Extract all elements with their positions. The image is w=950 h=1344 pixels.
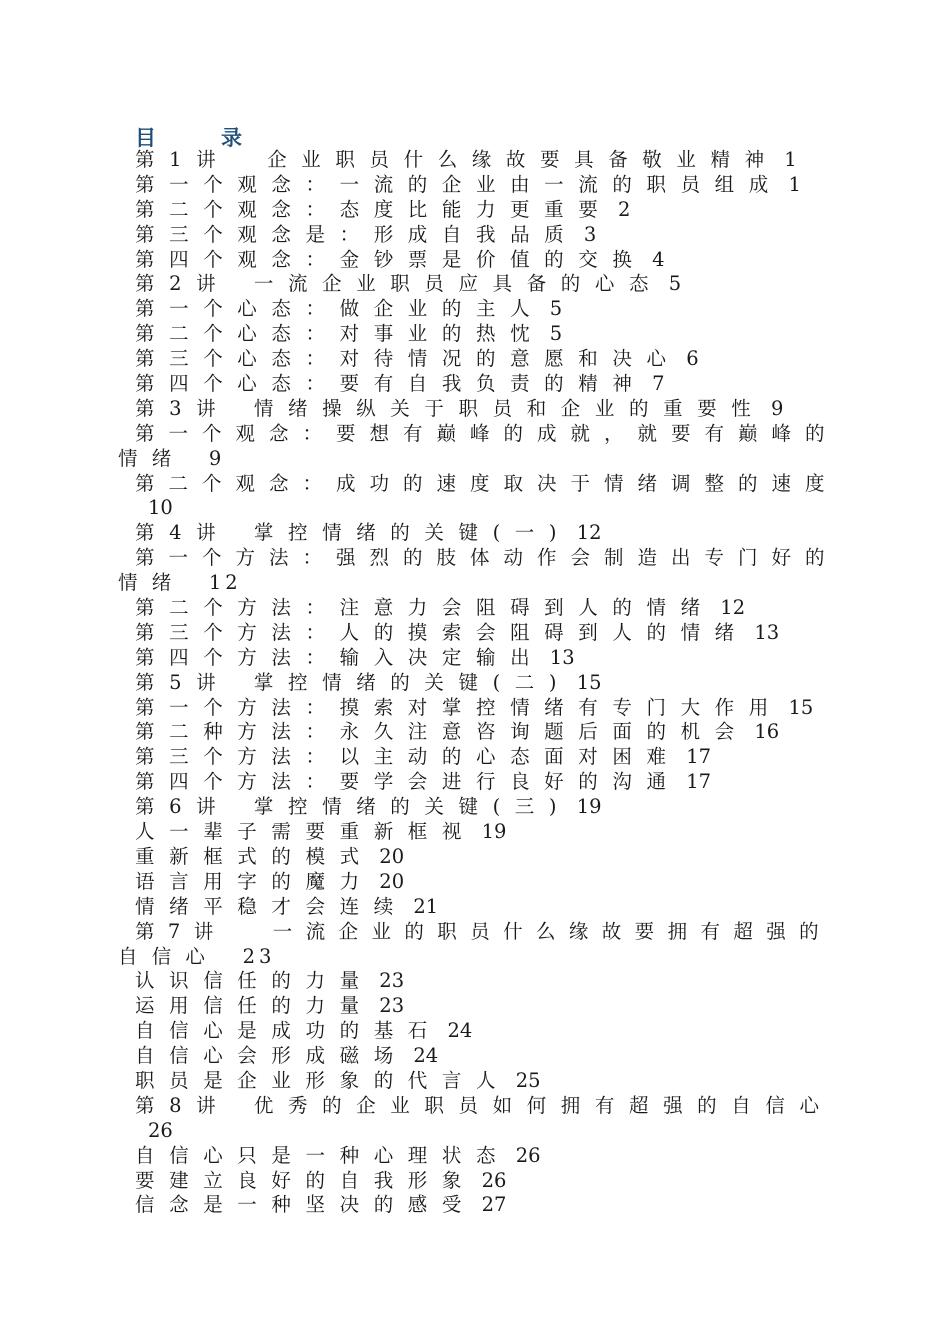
toc-entry [118,1169,828,1194]
toc-page-number: 23 [379,994,405,1018]
toc-entry-text: 第 7 讲 一 流 企 业 的 职 员 什 么 缘 故 要 拥 有 超 强 的 [135,919,823,943]
toc-entry-continuation [118,945,828,970]
toc-page-number: 7 [652,372,665,396]
toc-entry [118,521,828,546]
toc-entry-text: 第 一 个 心 态 ： 做 企 业 的 主 人 [135,297,534,321]
toc-entry-text: 第 3 讲 情 绪 操 纵 关 于 职 员 和 企 业 的 重 要 性 [135,396,755,420]
toc-entry-continuation [118,447,828,472]
toc-page-number: 5 [549,322,563,346]
toc-entry [118,223,828,248]
toc-entry-text: 语 言 用 字 的 魔 力 [135,869,364,893]
toc-entry [118,994,828,1019]
toc-page-number: 24 [413,1044,439,1068]
toc-entry-text: 第 二 个 方 法 ： 注 意 力 会 阻 碍 到 人 的 情 绪 [135,596,705,620]
toc-entry [118,720,828,745]
toc-entry-text: 第 四 个 观 念 ： 金 钞 票 是 价 值 的 交 换 [135,247,637,271]
toc-page-number: 17 [686,770,712,794]
toc-entry-text: 第 三 个 心 态 ： 对 待 情 况 的 意 愿 和 决 心 [135,347,671,371]
toc-entry [118,1094,828,1119]
toc-entry [118,845,828,870]
toc-entry [118,1193,828,1218]
toc-entry [118,347,828,372]
toc-page-number: 19 [576,795,602,819]
toc-entry-continuation-text: 26 [148,1118,173,1142]
toc-entry [118,895,828,920]
toc-entry-text: 第 2 讲 一 流 企 业 职 员 应 具 备 的 心 态 [135,272,653,296]
toc-entry-continuation [118,496,828,521]
toc-entry-text: 人 一 辈 子 需 要 重 新 框 视 [135,820,466,844]
toc-page-number: 23 [379,969,405,993]
toc-entry [118,422,828,447]
toc-entry [118,148,828,173]
toc-entry-text: 认 识 信 任 的 力 量 [135,969,364,993]
toc-page-number: 15 [788,695,814,719]
toc-page-number: 26 [515,1143,541,1167]
toc-entry-text: 自 信 心 是 成 功 的 基 石 [135,1019,432,1043]
toc-page-number: 20 [379,869,405,893]
toc-page-number: 13 [754,620,780,644]
toc-entry [118,696,828,721]
toc-entry-text: 第 1 讲 企 业 职 员 什 么 缘 故 要 具 备 敬 业 精 神 [135,148,769,171]
toc-page-number: 9 [770,396,784,420]
toc-page-number: 12 [720,596,746,620]
toc-page-number: 27 [481,1193,507,1217]
toc-page-number: 20 [379,844,405,868]
toc-entry-text: 自 信 心 只 是 一 种 心 理 状 态 [135,1143,500,1167]
toc-entry-text: 第 4 讲 掌 控 情 绪 的 关 键 ( 一 ) [135,521,561,545]
toc-page-number: 12 [576,521,602,545]
toc-entry [118,297,828,322]
toc-entry-text: 第 5 讲 掌 控 情 绪 的 关 键 ( 二 ) [135,670,561,694]
toc-page-number: 3 [583,222,597,246]
toc-entry-text: 信 念 是 一 种 坚 决 的 感 受 [135,1193,466,1217]
toc-entry-continuation [118,1119,828,1144]
toc-entry [118,870,828,895]
toc-entry [118,372,828,397]
toc-entry-text: 第 一 个 方 法 ： 摸 索 对 掌 控 情 绪 有 专 门 大 作 用 [135,695,773,719]
toc-entry [118,198,828,223]
toc-entry-text: 第 一 个 方 法 ： 强 烈 的 肢 体 动 作 会 制 造 出 专 门 好 的 [135,546,829,570]
toc-entry-text: 第 四 个 方 法 ： 输 入 决 定 输 出 [135,645,534,669]
toc-entry-text: 第 一 个 观 念 ： 要 想 有 巅 峰 的 成 就 ， 就 要 有 巅 峰 的 [135,421,829,445]
toc-page-number: 5 [668,272,682,296]
toc-entry [118,969,828,994]
toc-page-number: 16 [754,720,780,744]
toc-page-number: 25 [515,1068,541,1092]
toc-entry [118,1144,828,1169]
toc-entry [118,596,828,621]
toc-entry-continuation-text: 10 [148,496,173,520]
toc-entry-text: 第 二 个 心 态 ： 对 事 业 的 热 忱 [135,322,534,346]
toc-page-number: 13 [549,645,575,669]
toc-entry [118,546,828,571]
toc-page-number: 6 [686,347,699,371]
toc-page-number: 17 [686,745,712,769]
toc-page-number: 19 [481,820,507,844]
toc-entry-text: 第 一 个 观 念 ： 一 流 的 企 业 由 一 流 的 职 员 组 成 [135,172,773,196]
toc-entry-text: 第 二 种 方 法 ： 永 久 注 意 咨 询 题 后 面 的 机 会 [135,720,739,744]
toc-page-number: 21 [413,894,439,918]
toc-entry [118,1069,828,1094]
toc-page-number: 1 [788,172,801,196]
toc-page-number: 5 [549,297,563,321]
toc-entry [118,248,828,273]
toc-entry-continuation-text: 情 绪 9 [118,446,226,470]
toc-entry [118,1044,828,1069]
toc-entry-text: 运 用 信 任 的 力 量 [135,994,364,1018]
toc-entry [118,272,828,297]
toc-entry [118,646,828,671]
toc-entry-text: 情 绪 平 稳 才 会 连 续 [135,894,398,918]
toc-entry [118,671,828,696]
toc-entry [118,820,828,845]
toc-entry-text: 第 四 个 方 法 ： 要 学 会 进 行 良 好 的 沟 通 [135,770,671,794]
toc-entry-continuation-text: 自 信 心 23 [118,944,276,968]
toc-entry-text: 第 二 个 观 念 ： 成 功 的 速 度 取 决 于 情 绪 调 整 的 速 度 [135,471,829,495]
toc-entry-text: 第 8 讲 优 秀 的 企 业 职 员 如 何 拥 有 超 强 的 自 信 心 [135,1093,824,1117]
toc-entry-text: 第 三 个 观 念 是 ： 形 成 自 我 品 质 [135,222,568,246]
toc-entry-text: 要 建 立 良 好 的 自 我 形 象 [135,1168,466,1192]
toc-entry [118,770,828,795]
toc-entry [118,621,828,646]
toc-entry-continuation-text: 情 绪 12 [118,571,242,595]
toc-entry [118,397,828,422]
toc-entry [118,920,828,945]
toc-page-number: 2 [617,197,631,221]
toc-entry [118,745,828,770]
toc-entry [118,472,828,497]
toc-page-number: 4 [652,247,665,271]
toc-entry [118,322,828,347]
toc-page-number: 1 [784,148,797,171]
toc-page-number: 15 [576,670,602,694]
toc-page-number: 24 [447,1019,473,1043]
toc-entry-text: 第 6 讲 掌 控 情 绪 的 关 键 ( 三 ) [135,795,561,819]
toc-entry-text: 重 新 框 式 的 模 式 [135,844,364,868]
toc-entry [118,173,828,198]
toc-entry-text: 自 信 心 会 形 成 磁 场 [135,1044,398,1068]
toc-title: 目 录 [135,125,264,150]
toc-entry-text: 第 三 个 方 法 ： 人 的 摸 索 会 阻 碍 到 人 的 情 绪 [135,620,739,644]
toc-entry-text: 第 二 个 观 念 ： 态 度 比 能 力 更 重 要 [135,197,602,221]
toc-entry-text: 第 四 个 心 态 ： 要 有 自 我 负 责 的 精 神 [135,372,637,396]
toc-entry-continuation [118,571,828,596]
toc-entry-text: 职 员 是 企 业 形 象 的 代 言 人 [135,1068,500,1092]
toc-page-number: 26 [481,1168,507,1192]
toc-entry [118,795,828,820]
toc-entry-text: 第 三 个 方 法 ： 以 主 动 的 心 态 面 对 困 难 [135,745,671,769]
toc-entry [118,1019,828,1044]
table-of-contents [118,148,828,1218]
